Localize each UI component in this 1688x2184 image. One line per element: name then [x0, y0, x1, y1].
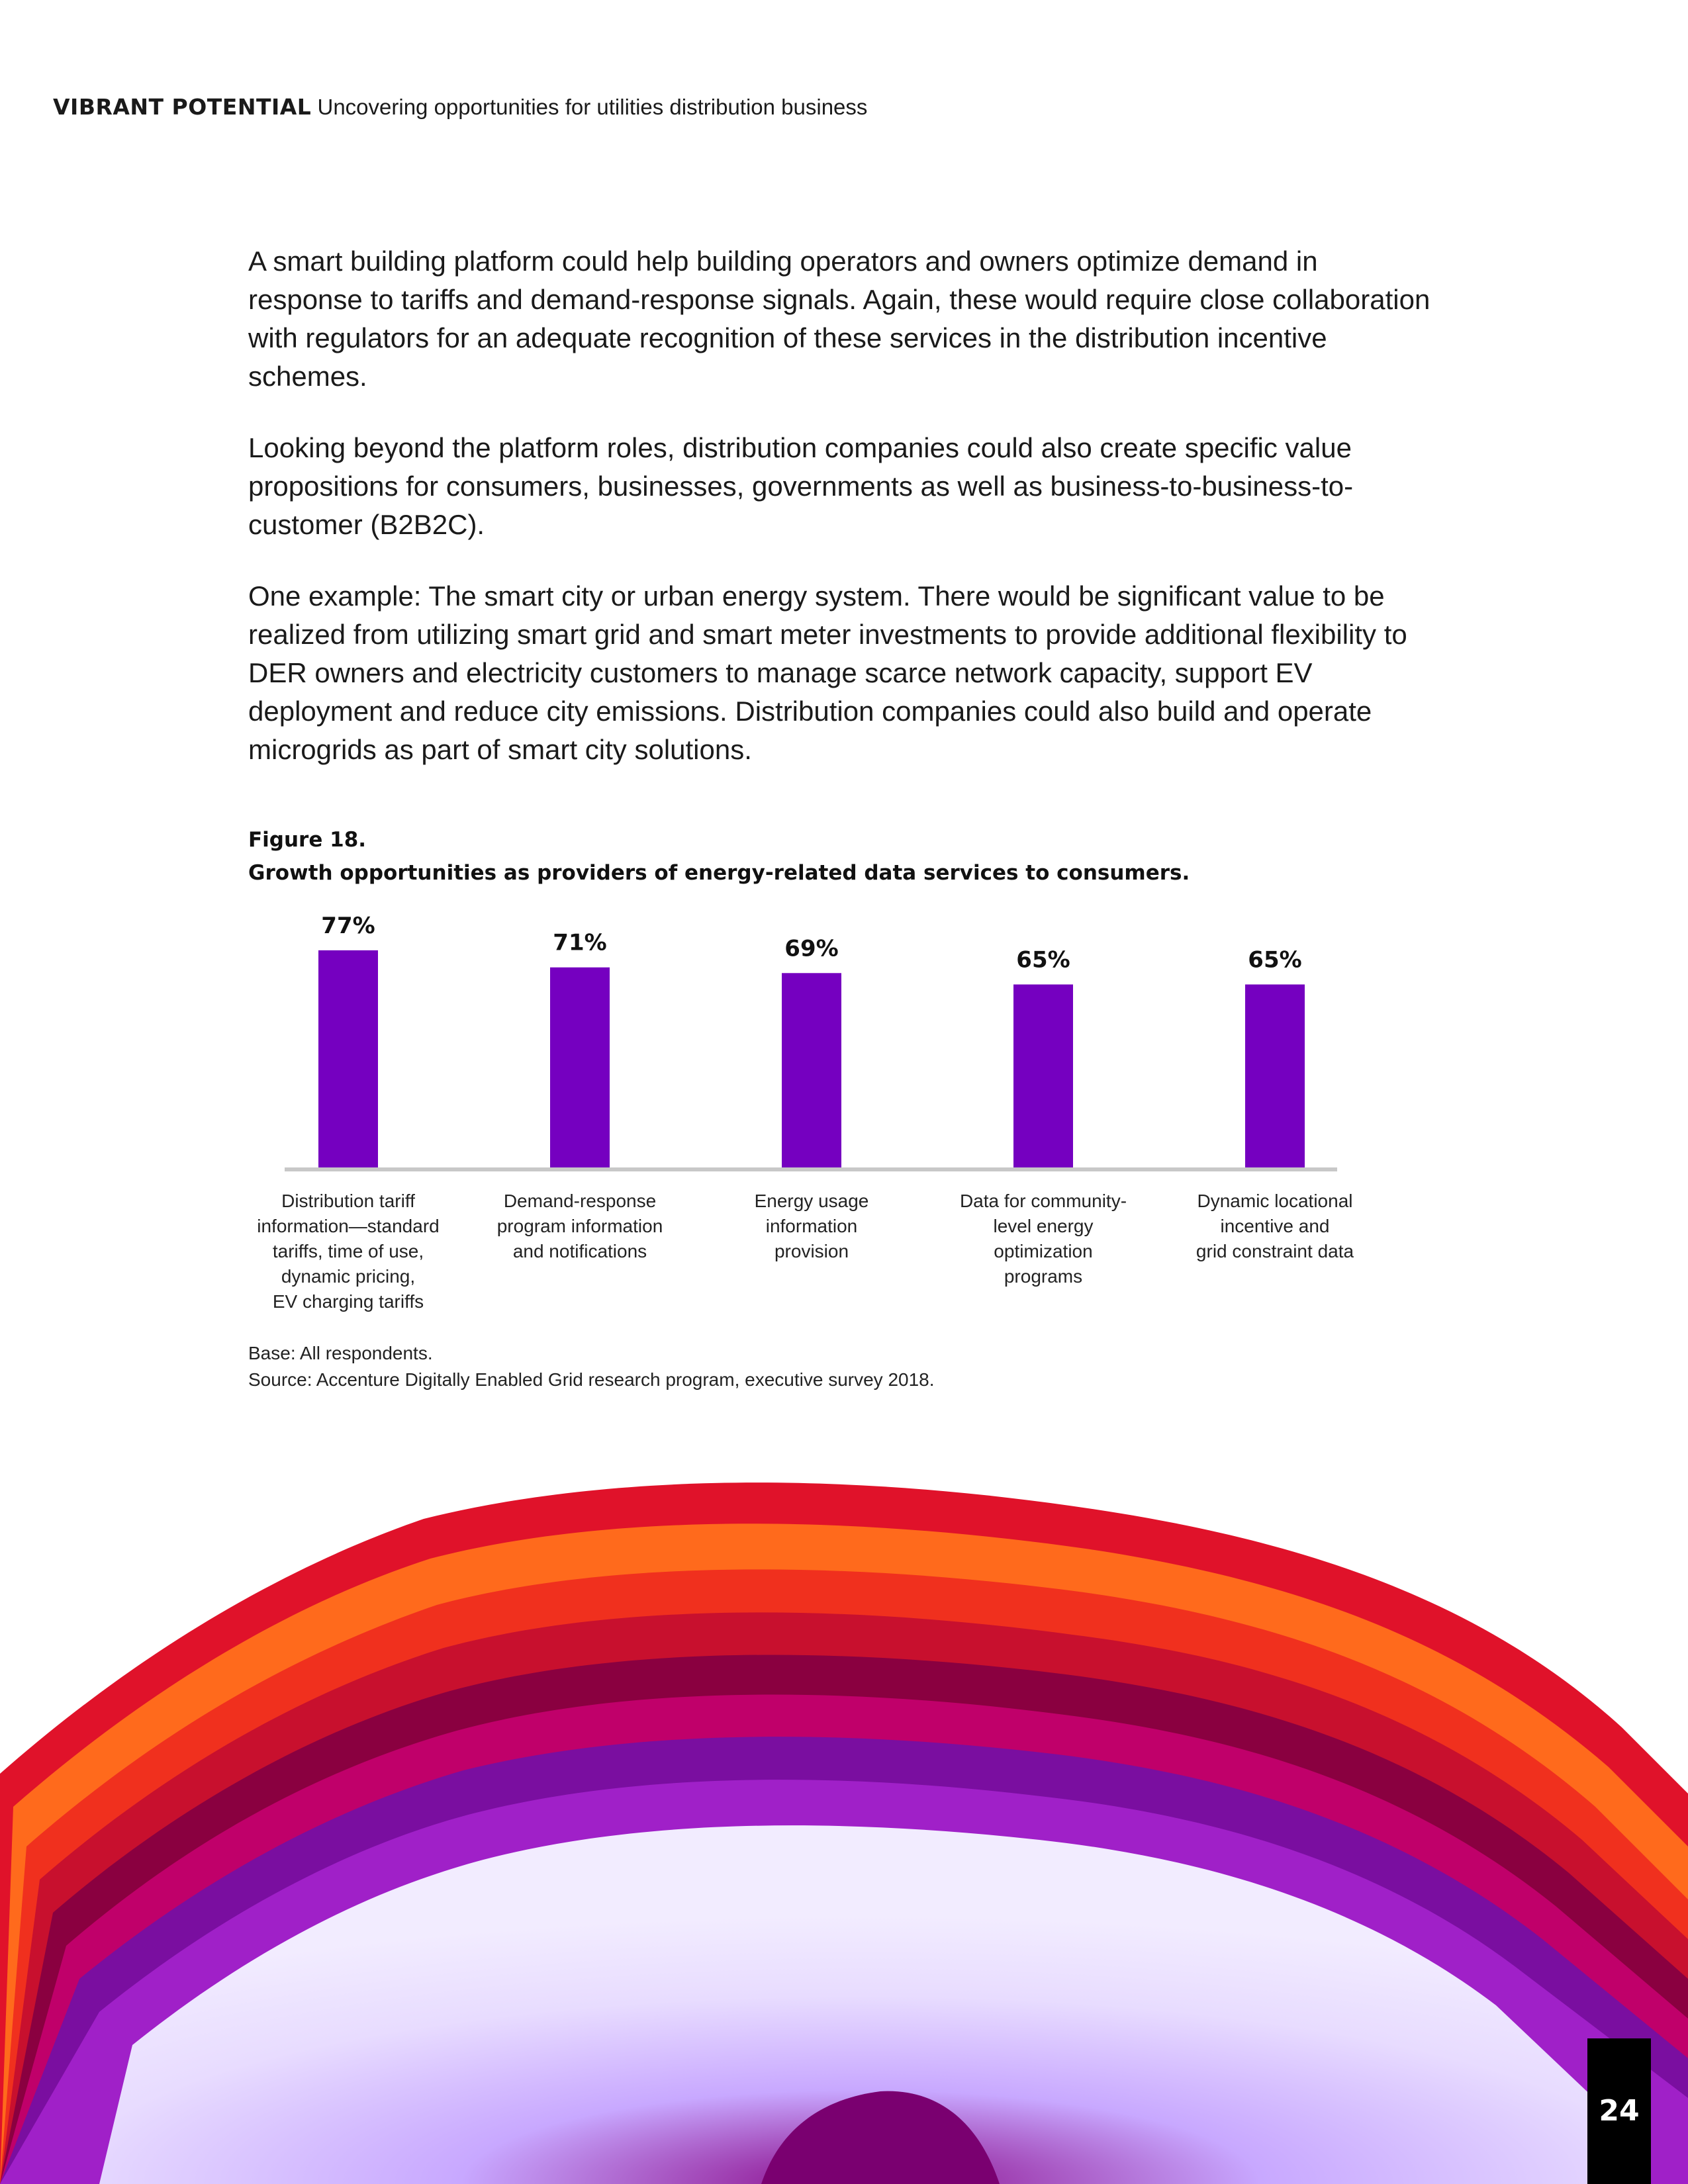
paragraph-1: A smart building platform could help building operators and owners optimize demand in response to tariffs and demand-response signals. Again, these would require close collaboration with regulators for an adequate recognition of these services in the distribution incentive schemes.	[248, 246, 1430, 392]
bar-value-label-5: 65%	[1248, 946, 1302, 974]
category-label-1-line-3: tariffs, time of use,	[272, 1241, 424, 1261]
category-label-5-line-1: Dynamic locational	[1197, 1191, 1353, 1211]
category-label-4-line-1: Data for community-	[959, 1191, 1127, 1211]
page-number: 24	[1587, 2038, 1651, 2184]
bar-5	[1245, 985, 1305, 1170]
paragraph-3: One example: The smart city or urban energy system. There would be significant value to be realized from utilizing smart grid and smart meter investments to provide additional flexibility to DER owners and electricity customers to manage scarce network capacity, support EV deployment and reduce city emissions. Distribution companies could also build and operate microgrids as part of smart city solutions.	[248, 580, 1407, 765]
figure-title: Growth opportunities as providers of energy-related data services to consumers.	[248, 861, 1190, 885]
category-label-3-line-3: provision	[774, 1241, 849, 1261]
bar-2	[550, 968, 610, 1169]
category-label-1-line-4: dynamic pricing,	[281, 1266, 416, 1287]
bar-value-label-3: 69%	[784, 935, 839, 962]
bar-value-label-1: 77%	[321, 912, 375, 939]
category-label-3-line-1: Energy usage	[754, 1191, 869, 1211]
header-subtitle: Uncovering opportunities for utilities distribution business	[317, 95, 868, 119]
category-label-2-line-2: program information	[496, 1216, 663, 1236]
running-header	[53, 94, 867, 120]
bar-value-label-2: 71%	[553, 929, 607, 956]
category-label-3-line-2: information	[765, 1216, 858, 1236]
category-label-1-line-2: information—standard	[257, 1216, 440, 1236]
category-label-2-line-1: Demand-response	[503, 1191, 657, 1211]
paragraph-2: Looking beyond the platform roles, distribution companies could also create specific value propositions for consumers, businesses, governments as well as business-to-business-to-customer (B2B2C).	[248, 432, 1354, 540]
category-label-5-line-2: incentive and	[1220, 1216, 1330, 1236]
category-label-4-line-2: level energy	[993, 1216, 1094, 1236]
agate-slice-image	[0, 1476, 1688, 2184]
bar-4	[1013, 985, 1073, 1170]
category-label-1-line-5: EV charging tariffs	[272, 1291, 424, 1312]
chart-source	[248, 1340, 935, 1393]
category-label-2-line-3: and notifications	[512, 1241, 647, 1261]
bar-3	[782, 973, 841, 1169]
header-brand: VIBRANT POTENTIAL	[53, 94, 312, 120]
body-text	[248, 242, 1440, 802]
category-label-5-line-3: grid constraint data	[1196, 1241, 1354, 1261]
category-label-4-line-3: optimization	[994, 1241, 1093, 1261]
category-label-4-line-4: programs	[1004, 1266, 1083, 1287]
source-text: Source: Accenture Digitally Enabled Grid research program, executive survey 2018.	[248, 1369, 935, 1390]
category-label-1-line-1: Distribution tariff	[281, 1191, 415, 1211]
bar-value-label-4: 65%	[1016, 946, 1070, 974]
figure-caption	[248, 823, 1190, 889]
source-base: Base: All respondents.	[248, 1343, 433, 1363]
figure-number: Figure 18.	[248, 828, 367, 852]
bar-1	[318, 950, 378, 1169]
